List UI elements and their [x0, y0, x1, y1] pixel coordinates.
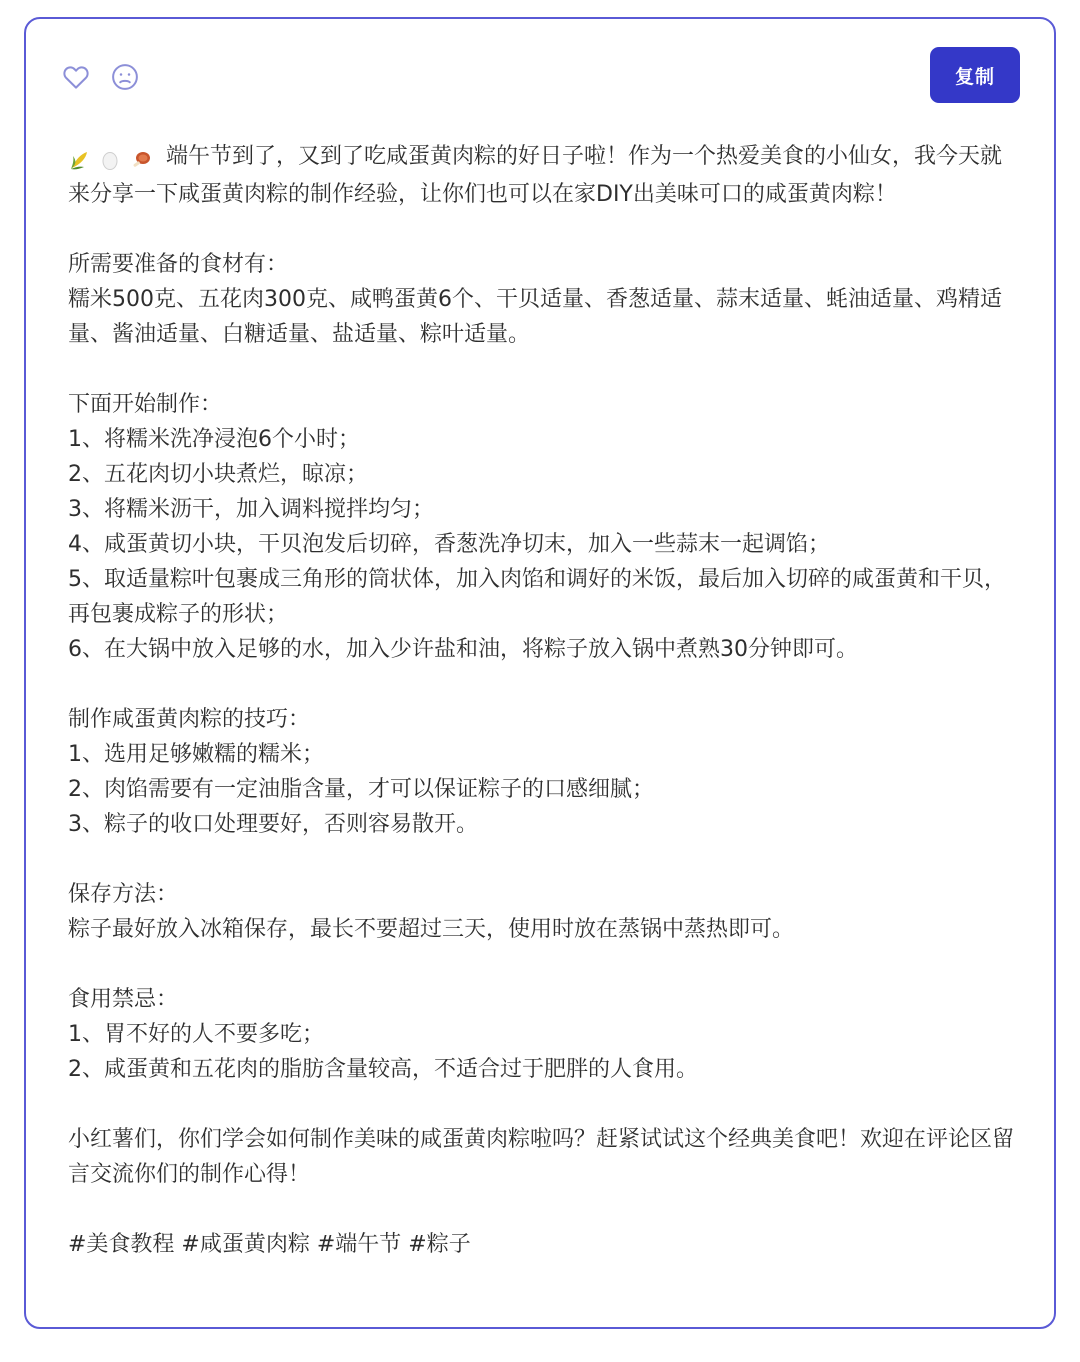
step-item: 5、取适量粽叶包裹成三角形的筒状体，加入肉馅和调好的米饭，最后加入切碎的咸蛋黄和干贝，再包裹成粽子的形状； — [68, 567, 1007, 627]
ingredients-section — [68, 247, 1023, 352]
taboo-item: 2、咸蛋黄和五花肉的脂肪含量较高，不适合过于肥胖的人食用。 — [68, 1057, 698, 1082]
tips-section — [68, 702, 1023, 842]
ingredients-list: 糯米500克、五花肉300克、咸鸭蛋黄6个、干贝适量、香葱适量、蒜末适量、蚝油适量、鸡精适量、酱油适量、白糖适量、盐适量、粽叶适量。 — [68, 287, 1002, 347]
closing-text: 小红薯们，你们学会如何制作美味的咸蛋黄肉粽啦吗？赶紧试试这个经典美食吧！欢迎在评论区留言交流你们的制作心得！ — [68, 1127, 1015, 1187]
step-item: 6、在大锅中放入足够的水，加入少许盐和油，将粽子放入锅中煮熟30分钟即可。 — [68, 637, 858, 662]
egg-emoji — [99, 149, 121, 171]
closing-section — [68, 1122, 1023, 1192]
hashtags: #美食教程 #咸蛋黄肉粽 #端午节 #粽子 — [68, 1232, 471, 1257]
intro-emojis — [68, 142, 154, 177]
step-item: 4、咸蛋黄切小块，干贝泡发后切碎，香葱洗净切末，加入一些蒜末一起调馅； — [68, 532, 830, 557]
message-content — [68, 139, 1023, 1297]
tips-heading: 制作咸蛋黄肉粽的技巧： — [68, 707, 311, 732]
tip-item: 1、选用足够嫩糯的糯米； — [68, 742, 324, 767]
message-card — [24, 17, 1056, 1329]
like-button[interactable] — [60, 61, 92, 93]
hashtags-section — [68, 1227, 1023, 1262]
storage-section — [68, 877, 1023, 947]
taboo-heading: 食用禁忌： — [68, 987, 179, 1012]
ingredients-heading: 所需要准备的食材有： — [68, 252, 289, 277]
taboo-item: 1、胃不好的人不要多吃； — [68, 1022, 324, 1047]
dislike-button[interactable] — [109, 61, 141, 93]
heart-outline-icon — [61, 62, 91, 92]
steps-section — [68, 387, 1023, 667]
taboo-section — [68, 982, 1023, 1087]
tip-item: 3、粽子的收口处理要好，否则容易散开。 — [68, 812, 478, 837]
copy-button[interactable]: 复制 — [930, 47, 1020, 103]
sad-face-icon — [110, 62, 140, 92]
corn-emoji — [68, 149, 90, 171]
step-item: 2、五花肉切小块煮烂，晾凉； — [68, 462, 368, 487]
intro-text — [68, 139, 1023, 212]
tip-item: 2、肉馅需要有一定油脂含量，才可以保证粽子的口感细腻； — [68, 777, 654, 802]
meat-emoji — [130, 149, 152, 171]
intro-body: 端午节到了，又到了吃咸蛋黄肉粽的好日子啦！作为一个热爱美食的小仙女，我今天就来分享一下咸蛋黄肉粽的制作经验，让你们也可以在家DIY出美味可口的咸蛋黄肉粽！ — [68, 144, 1003, 207]
steps-heading: 下面开始制作： — [68, 392, 223, 417]
storage-text: 粽子最好放入冰箱保存，最长不要超过三天，使用时放在蒸锅中蒸热即可。 — [68, 917, 795, 942]
step-item: 3、将糯米沥干，加入调料搅拌均匀； — [68, 497, 434, 522]
intro-paragraph — [68, 139, 1023, 212]
step-item: 1、将糯米洗净浸泡6个小时； — [68, 427, 360, 452]
storage-heading: 保存方法： — [68, 882, 179, 907]
message-toolbar — [26, 19, 1054, 129]
